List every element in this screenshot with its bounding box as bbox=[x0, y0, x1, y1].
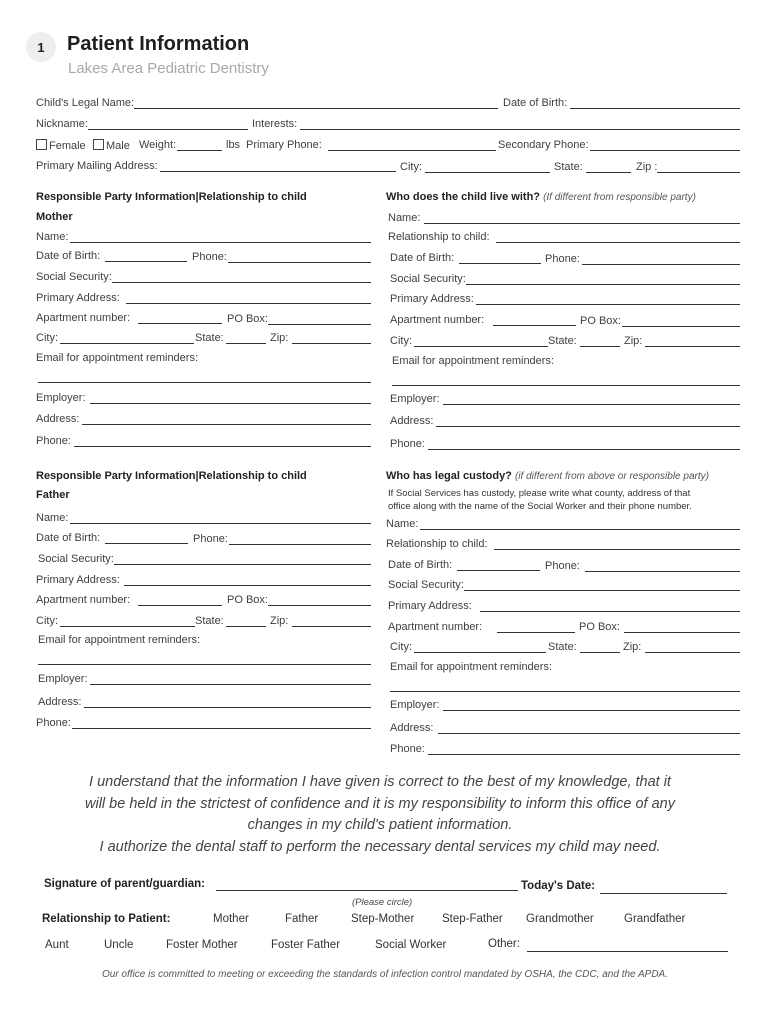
mother-ssn-field[interactable] bbox=[112, 282, 371, 283]
signature-field[interactable] bbox=[216, 890, 518, 891]
custody-heading bbox=[386, 470, 709, 482]
lives-with-apt-field[interactable] bbox=[493, 325, 576, 326]
lives-with-state-field[interactable] bbox=[580, 346, 620, 347]
male-checkbox[interactable] bbox=[93, 139, 104, 150]
father-dob-field[interactable] bbox=[105, 543, 188, 544]
lives-with-zip-field[interactable] bbox=[645, 346, 740, 347]
custody-title: Who has legal custody? bbox=[386, 470, 512, 482]
father-zip-label: Zip: bbox=[270, 615, 289, 627]
mother-phone-label: Phone: bbox=[192, 251, 227, 263]
child-legal-name-field[interactable] bbox=[134, 108, 498, 109]
father-emp-phone-field[interactable] bbox=[72, 728, 371, 729]
lives-with-name-label: Name: bbox=[388, 212, 421, 224]
mother-email-field[interactable] bbox=[38, 382, 371, 383]
child-city-field[interactable] bbox=[425, 172, 550, 173]
custody-phone-field[interactable] bbox=[585, 571, 740, 572]
lives-with-pobox-label: PO Box: bbox=[580, 315, 621, 327]
practice-name: Lakes Area Pediatric Dentistry bbox=[68, 60, 269, 77]
relationship-option[interactable]: Foster Mother bbox=[166, 939, 238, 951]
weight-label: Weight: bbox=[139, 139, 177, 151]
mother-zip-field[interactable] bbox=[292, 343, 371, 344]
father-employer-label: Employer: bbox=[38, 673, 88, 685]
relationship-option[interactable]: Mother bbox=[213, 913, 249, 925]
father-phone-label: Phone: bbox=[193, 533, 228, 545]
relationship-option[interactable]: Aunt bbox=[45, 939, 69, 951]
lives-with-state-label: State: bbox=[548, 335, 577, 347]
relationship-option[interactable]: Grandmother bbox=[526, 913, 594, 925]
mother-email-label: Email for appointment reminders: bbox=[36, 352, 199, 364]
lives-with-apt-label: Apartment number: bbox=[390, 314, 485, 326]
lives-with-relationship-label: Relationship to child: bbox=[388, 231, 490, 243]
lives-with-ssn-label: Social Security: bbox=[390, 273, 466, 285]
male-option[interactable] bbox=[93, 139, 130, 152]
mother-city-field[interactable] bbox=[60, 343, 194, 344]
mother-pobox-label: PO Box: bbox=[227, 313, 268, 325]
child-dob-field[interactable] bbox=[570, 108, 740, 109]
male-label: Male bbox=[106, 140, 130, 152]
todays-date-label: Today's Date: bbox=[521, 880, 596, 892]
father-state-label: State: bbox=[195, 615, 224, 627]
relationship-option[interactable]: Social Worker bbox=[375, 939, 447, 951]
lives-with-employer-label: Employer: bbox=[390, 393, 440, 405]
custody-instructions-line1: If Social Services has custody, please write what county, address of that bbox=[388, 488, 691, 499]
child-city-label: City: bbox=[400, 161, 422, 173]
custody-employer-label: Employer: bbox=[390, 699, 440, 711]
page-title: Patient Information bbox=[67, 33, 250, 55]
lives-with-employer-field[interactable] bbox=[443, 404, 740, 405]
custody-note: (if different from above or responsible party) bbox=[514, 471, 709, 482]
lives-with-pobox-field[interactable] bbox=[622, 326, 740, 327]
father-city-field[interactable] bbox=[60, 626, 195, 627]
lives-with-address-label: Primary Address: bbox=[390, 293, 474, 305]
mother-apt-field[interactable] bbox=[138, 323, 222, 324]
child-dob-label: Date of Birth: bbox=[503, 97, 568, 109]
custody-ssn-label: Social Security: bbox=[388, 579, 464, 591]
lives-with-phone-label: Phone: bbox=[545, 253, 580, 265]
other-relationship-field[interactable] bbox=[527, 951, 728, 952]
mother-name-field[interactable] bbox=[70, 242, 371, 243]
father-address-field[interactable] bbox=[124, 585, 371, 586]
statement-line-2: will be held in the strictest of confidence and it is my responsibility to inform this office of any bbox=[85, 795, 675, 812]
lives-with-title: Who does the child live with? bbox=[386, 191, 541, 203]
statement-line-3: changes in my child's patient information. bbox=[247, 817, 513, 833]
mother-name-label: Name: bbox=[36, 231, 69, 243]
lbs-label: lbs bbox=[226, 139, 241, 151]
father-apt-field[interactable] bbox=[138, 605, 222, 606]
custody-ssn-field[interactable] bbox=[464, 590, 740, 591]
lives-with-phone-field[interactable] bbox=[582, 264, 740, 265]
custody-apt-field[interactable] bbox=[497, 632, 575, 633]
custody-relationship-label: Relationship to child: bbox=[386, 538, 488, 550]
custody-state-label: State: bbox=[548, 641, 577, 653]
father-pobox-label: PO Box: bbox=[227, 594, 268, 606]
custody-email-field[interactable] bbox=[390, 691, 740, 692]
child-zip-field[interactable] bbox=[657, 172, 740, 173]
custody-city-label: City: bbox=[390, 641, 412, 653]
other-label: Other: bbox=[488, 938, 520, 950]
custody-city-field[interactable] bbox=[414, 652, 546, 653]
custody-state-field[interactable] bbox=[580, 652, 620, 653]
custody-emp-address-field[interactable] bbox=[438, 733, 740, 734]
female-label: Female bbox=[49, 140, 86, 152]
father-emp-address-field[interactable] bbox=[84, 707, 371, 708]
custody-email-label: Email for appointment reminders: bbox=[390, 661, 553, 673]
footer-note: Our office is committed to meeting or exceeding the standards of infection control mandated by OSHA, the CDC, and the APDA. bbox=[101, 969, 669, 980]
consent-statement bbox=[40, 772, 720, 858]
custody-dob-field[interactable] bbox=[457, 570, 540, 571]
mother-dob-label: Date of Birth: bbox=[36, 250, 101, 262]
mother-section-heading: Responsible Party Information|Relationship to child bbox=[36, 191, 307, 203]
lives-with-heading bbox=[386, 191, 696, 203]
mother-phone-field[interactable] bbox=[228, 262, 371, 263]
todays-date-field[interactable] bbox=[600, 893, 727, 894]
interests-field[interactable] bbox=[300, 129, 740, 130]
mother-state-label: State: bbox=[195, 332, 224, 344]
statement-line-1: I understand that the information I have given is correct to the best of my knowledge, that it bbox=[89, 774, 671, 790]
custody-address-field[interactable] bbox=[480, 611, 740, 612]
custody-name-field[interactable] bbox=[420, 529, 740, 530]
father-emp-address-label: Address: bbox=[38, 696, 82, 708]
lives-with-zip-label: Zip: bbox=[624, 335, 643, 347]
mother-address-label: Primary Address: bbox=[36, 292, 120, 304]
lives-with-city-label: City: bbox=[390, 335, 412, 347]
female-checkbox[interactable] bbox=[36, 139, 47, 150]
father-dob-label: Date of Birth: bbox=[36, 532, 101, 544]
mother-emp-address-field[interactable] bbox=[82, 424, 371, 425]
mother-dob-field[interactable] bbox=[105, 261, 187, 262]
custody-phone-label: Phone: bbox=[545, 560, 580, 572]
custody-instructions-line2: office along with the name of the Social Worker and their phone number. bbox=[388, 501, 692, 512]
please-circle-note: (Please circle) bbox=[352, 897, 413, 908]
nickname-field[interactable] bbox=[88, 129, 248, 130]
child-zip-label: Zip : bbox=[636, 161, 658, 173]
mother-employer-label: Employer: bbox=[36, 392, 86, 404]
relationship-option[interactable]: Father bbox=[285, 913, 319, 925]
statement-line-4: I authorize the dental staff to perform the necessary dental services my child may need. bbox=[99, 838, 661, 855]
mother-apt-label: Apartment number: bbox=[36, 312, 131, 324]
lives-with-relationship-field[interactable] bbox=[496, 242, 740, 243]
father-pobox-field[interactable] bbox=[268, 605, 371, 606]
lives-with-note: (If different from responsible party) bbox=[543, 192, 696, 203]
custody-name-label: Name: bbox=[386, 518, 419, 530]
mother-city-label: City: bbox=[36, 332, 58, 344]
relationship-option[interactable]: Grandfather bbox=[624, 913, 686, 925]
secondary-phone-field[interactable] bbox=[590, 150, 740, 151]
mother-relationship: Mother bbox=[36, 211, 73, 223]
custody-dob-label: Date of Birth: bbox=[388, 559, 453, 571]
signature-label: Signature of parent/guardian: bbox=[44, 878, 206, 890]
father-relationship: Father bbox=[36, 489, 70, 501]
lives-with-city-field[interactable] bbox=[414, 346, 548, 347]
mother-employer-field[interactable] bbox=[90, 403, 371, 404]
mother-emp-phone-field[interactable] bbox=[74, 446, 371, 447]
father-state-field[interactable] bbox=[226, 626, 266, 627]
custody-pobox-label: PO Box: bbox=[579, 621, 620, 633]
lives-with-name-field[interactable] bbox=[424, 223, 740, 224]
lives-with-email-label: Email for appointment reminders: bbox=[392, 355, 555, 367]
father-apt-label: Apartment number: bbox=[36, 594, 131, 606]
lives-with-emp-address-label: Address: bbox=[390, 415, 434, 427]
primary-phone-field[interactable] bbox=[328, 150, 496, 151]
custody-employer-field[interactable] bbox=[443, 710, 740, 711]
relationship-option[interactable]: Step-Father bbox=[442, 913, 503, 925]
father-emp-phone-label: Phone: bbox=[36, 717, 71, 729]
lives-with-address-field[interactable] bbox=[476, 304, 740, 305]
father-ssn-label: Social Security: bbox=[38, 553, 114, 565]
lives-with-emp-address-field[interactable] bbox=[436, 426, 740, 427]
interests-label: Interests: bbox=[252, 118, 298, 130]
father-address-label: Primary Address: bbox=[36, 574, 120, 586]
mother-zip-label: Zip: bbox=[270, 332, 289, 344]
father-employer-field[interactable] bbox=[90, 684, 371, 685]
relationship-option[interactable]: Uncle bbox=[104, 939, 134, 951]
father-section-heading: Responsible Party Information|Relationship to child bbox=[36, 470, 307, 482]
weight-field[interactable] bbox=[177, 150, 222, 151]
lives-with-dob-label: Date of Birth: bbox=[390, 252, 455, 264]
custody-emp-phone-label: Phone: bbox=[390, 743, 425, 755]
child-state-field[interactable] bbox=[586, 172, 631, 173]
custody-relationship-field[interactable] bbox=[494, 549, 740, 550]
mother-ssn-label: Social Security: bbox=[36, 271, 112, 283]
relationship-to-patient-label: Relationship to Patient: bbox=[42, 913, 171, 925]
mother-emp-address-label: Address: bbox=[36, 413, 80, 425]
custody-emp-address-label: Address: bbox=[390, 722, 434, 734]
relationship-option[interactable]: Foster Father bbox=[271, 939, 341, 951]
nickname-label: Nickname: bbox=[36, 118, 88, 130]
father-city-label: City: bbox=[36, 615, 58, 627]
custody-pobox-field[interactable] bbox=[624, 632, 740, 633]
custody-apt-label: Apartment number: bbox=[388, 621, 483, 633]
relationship-option[interactable]: Step-Mother bbox=[351, 913, 415, 925]
primary-phone-label: Primary Phone: bbox=[246, 139, 322, 151]
lives-with-email-field[interactable] bbox=[392, 385, 740, 386]
mailing-address-label: Primary Mailing Address: bbox=[36, 160, 158, 172]
custody-emp-phone-field[interactable] bbox=[428, 754, 740, 755]
custody-zip-label: Zip: bbox=[623, 641, 642, 653]
child-legal-name-label: Child's Legal Name: bbox=[36, 97, 135, 109]
female-option[interactable] bbox=[36, 139, 86, 152]
custody-zip-field[interactable] bbox=[645, 652, 740, 653]
father-email-label: Email for appointment reminders: bbox=[38, 634, 201, 646]
lives-with-ssn-field[interactable] bbox=[466, 284, 740, 285]
secondary-phone-label: Secondary Phone: bbox=[498, 139, 589, 151]
lives-with-dob-field[interactable] bbox=[459, 263, 541, 264]
mother-state-field[interactable] bbox=[226, 343, 266, 344]
father-zip-field[interactable] bbox=[292, 626, 371, 627]
father-name-label: Name: bbox=[36, 512, 69, 524]
mother-emp-phone-label: Phone: bbox=[36, 435, 71, 447]
father-email-field[interactable] bbox=[38, 664, 371, 665]
father-ssn-field[interactable] bbox=[114, 564, 371, 565]
mailing-address-field[interactable] bbox=[160, 171, 396, 172]
lives-with-emp-phone-field[interactable] bbox=[428, 449, 740, 450]
lives-with-emp-phone-label: Phone: bbox=[390, 438, 425, 450]
father-phone-field[interactable] bbox=[229, 544, 371, 545]
mother-pobox-field[interactable] bbox=[268, 324, 371, 325]
child-state-label: State: bbox=[554, 161, 583, 173]
custody-address-label: Primary Address: bbox=[388, 600, 472, 612]
mother-address-field[interactable] bbox=[126, 303, 371, 304]
step-number-badge: 1 bbox=[26, 32, 56, 62]
father-name-field[interactable] bbox=[70, 523, 371, 524]
